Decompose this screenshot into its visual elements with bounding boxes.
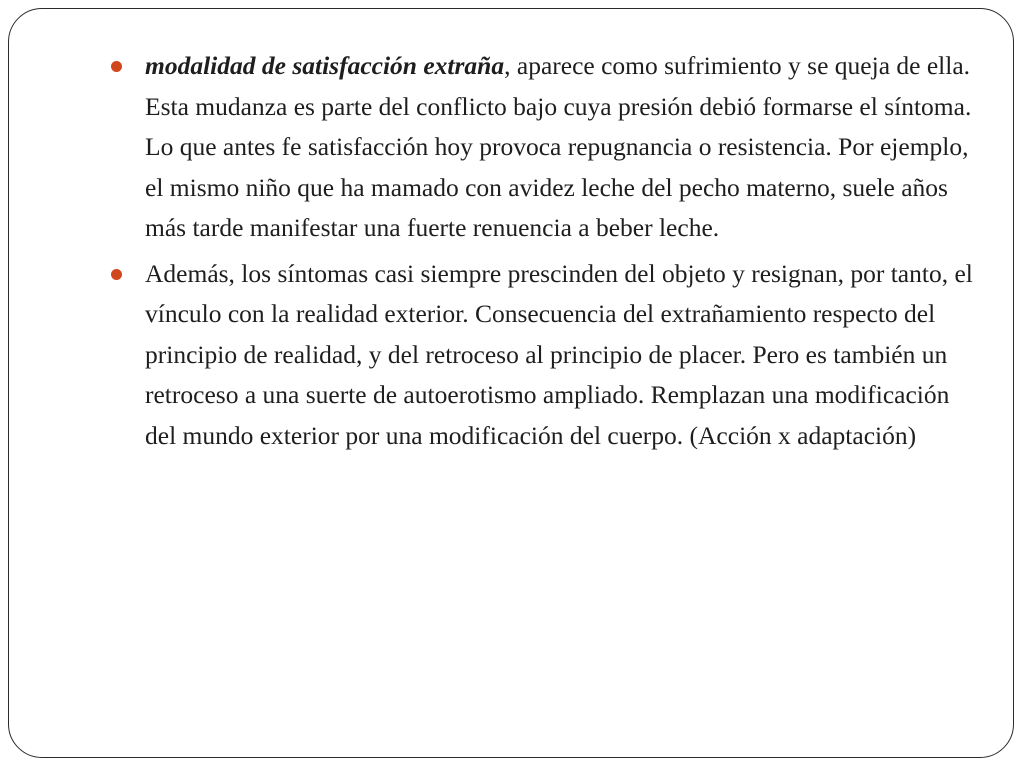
bullet-item: [110, 254, 980, 457]
slide-content: [110, 46, 980, 461]
bullet-emphasis: modalidad de satisfacción extraña: [145, 51, 505, 80]
bullet-dot-icon: [111, 61, 122, 72]
bullet-dot-icon: [111, 269, 122, 280]
bullet-text: , aparece como sufrimiento y se queja de ella. Esta mudanza es parte del conflicto bajo cuya presión debió formarse el síntoma. Lo que antes fe satisfacción hoy provoca repugnancia o resistencia. Por ejemplo, el mismo niño que ha mamado con avidez leche del pecho materno, suele años más tarde manifestar una fuerte renuencia a beber leche.: [145, 51, 972, 242]
bullet-item: [110, 46, 980, 249]
bullet-text: Además, los síntomas casi siempre prescinden del objeto y resignan, por tanto, el vínculo con la realidad exterior. Consecuencia del extrañamiento respecto del principio de realidad, y del retroceso al principio de placer. Pero es también un retroceso a una suerte de autoerotismo ampliado. Remplazan una modificación del mundo exterior por una modificación del cuerpo. (Acción x adaptación): [145, 258, 973, 450]
